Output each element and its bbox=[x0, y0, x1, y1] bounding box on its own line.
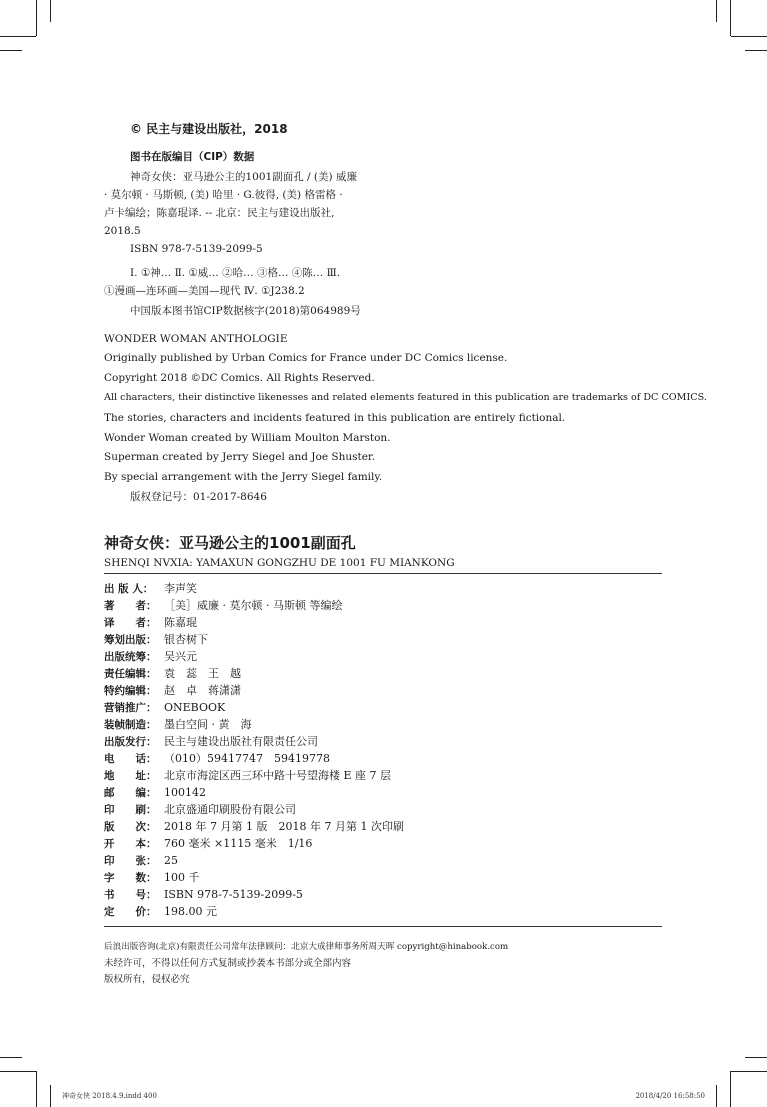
english-line: Superman created by Jerry Siegel and Joe Shuster. bbox=[104, 451, 376, 463]
credit-value: 100142 bbox=[164, 786, 206, 799]
credit-row bbox=[104, 616, 197, 630]
credit-row bbox=[104, 820, 404, 834]
credit-label: 出版统筹： bbox=[104, 651, 157, 663]
crop-mark bbox=[50, 0, 51, 22]
cip-line: · 莫尔顿 · 马斯顿, (美) 哈里 · G.彼得, (美) 格雷格 · bbox=[104, 189, 343, 201]
english-line: The stories, characters and incidents featured in this publication are entirely fictional. bbox=[104, 412, 566, 424]
credit-value: ISBN 978-7-5139-2099-5 bbox=[164, 888, 303, 901]
english-line: By special arrangement with the Jerry Siegel family. bbox=[104, 471, 383, 483]
credit-value: 北京市海淀区西三环中路十号望海楼 E 座 7 层 bbox=[164, 769, 392, 782]
credit-row bbox=[104, 905, 217, 919]
credit-row bbox=[104, 803, 296, 817]
cip-line: 神奇女侠：亚马逊公主的1001副面孔 / (美) 威廉 bbox=[130, 171, 357, 183]
credit-label: 开 本： bbox=[104, 838, 157, 850]
reproduction-notice: 未经许可，不得以任何方式复制或抄袭本书部分或全部内容 bbox=[104, 958, 352, 969]
credit-row bbox=[104, 837, 312, 851]
cip-heading: 图书在版编目（CIP）数据 bbox=[130, 151, 255, 163]
book-title-pinyin: SHENQI NVXIA: YAMAXUN GONGZHU DE 1001 FU MIANKONG bbox=[104, 557, 455, 569]
credit-row bbox=[104, 735, 318, 749]
copyright-heading: © 民主与建设出版社，2018 bbox=[130, 122, 288, 136]
credit-label: 地 址： bbox=[104, 770, 157, 782]
credit-value: 100 千 bbox=[164, 871, 200, 884]
credit-value: 袁 蕊 王 越 bbox=[164, 667, 241, 680]
divider bbox=[104, 573, 662, 574]
crop-mark bbox=[0, 1071, 36, 1072]
credit-row bbox=[104, 684, 241, 698]
crop-mark bbox=[730, 0, 731, 36]
credit-label: 字 数： bbox=[104, 872, 157, 884]
credit-label: 装帧制造： bbox=[104, 719, 157, 731]
cip-class-line: Ⅰ. ①神… Ⅱ. ①威… ②哈… ③格… ④陈… Ⅲ. bbox=[130, 267, 341, 279]
credit-label: 译 者： bbox=[104, 617, 157, 629]
credit-row bbox=[104, 786, 206, 800]
credit-label: 印 张： bbox=[104, 855, 157, 867]
credit-value: 25 bbox=[164, 854, 178, 867]
cip-class-line: ①漫画—连环画—美国—现代 Ⅳ. ①J238.2 bbox=[104, 285, 305, 297]
credit-row bbox=[104, 888, 303, 902]
credit-row bbox=[104, 718, 252, 732]
divider bbox=[104, 926, 662, 927]
cip-line: 卢卡编绘；陈嘉琨译. -- 北京：民主与建设出版社, bbox=[104, 207, 335, 219]
credit-label: 责任编辑： bbox=[104, 668, 157, 680]
english-line: Wonder Woman created by William Moulton Marston. bbox=[104, 432, 391, 444]
credit-row bbox=[104, 871, 200, 885]
credit-label: 特约编辑： bbox=[104, 685, 157, 697]
credit-value: 银杏树下 bbox=[164, 633, 208, 646]
book-title: 神奇女侠：亚马逊公主的1001副面孔 bbox=[104, 534, 356, 552]
credit-value: 李声笑 bbox=[164, 582, 197, 595]
crop-mark bbox=[716, 0, 717, 22]
crop-mark bbox=[0, 36, 36, 37]
legal-counsel-line: 后浪出版咨询(北京)有限责任公司常年法律顾问：北京大成律师事务所周天晖 copyright@hinabook.com bbox=[104, 942, 509, 952]
crop-mark bbox=[36, 0, 37, 36]
registration-number: 版权登记号：01-2017-8646 bbox=[130, 491, 267, 503]
crop-mark bbox=[716, 1085, 717, 1107]
cip-number: 中国版本图书馆CIP数据核字(2018)第064989号 bbox=[130, 305, 361, 317]
credit-value: 赵 卓 蒋潇潇 bbox=[164, 684, 241, 697]
crop-mark bbox=[731, 1071, 767, 1072]
rights-reserved: 版权所有，侵权必究 bbox=[104, 974, 190, 985]
credit-value: 198.00 元 bbox=[164, 905, 217, 918]
credit-row bbox=[104, 667, 241, 681]
credit-label: 著 者： bbox=[104, 600, 157, 612]
credit-label: 营销推广： bbox=[104, 702, 157, 714]
credit-row bbox=[104, 701, 225, 715]
crop-mark bbox=[745, 1057, 767, 1058]
credit-row bbox=[104, 582, 197, 596]
english-line: WONDER WOMAN ANTHOLOGIE bbox=[104, 333, 288, 345]
crop-mark bbox=[0, 1057, 22, 1058]
credit-label: 书 号： bbox=[104, 889, 157, 901]
cip-isbn: ISBN 978-7-5139-2099-5 bbox=[130, 243, 263, 255]
credit-value: （010）59417747 59419778 bbox=[164, 752, 330, 765]
credit-label: 出版发行： bbox=[104, 736, 157, 748]
credit-value: ［美］威廉 · 莫尔顿 · 马斯顿 等编绘 bbox=[164, 599, 343, 612]
credit-value: ONEBOOK bbox=[164, 701, 226, 714]
english-line: All characters, their distinctive likenesses and related elements featured in this publication are trademarks of DC COMICS. bbox=[104, 392, 707, 403]
credit-label: 定 价： bbox=[104, 906, 157, 918]
crop-mark bbox=[0, 50, 22, 51]
credit-value: 陈嘉琨 bbox=[164, 616, 197, 629]
crop-mark bbox=[745, 50, 767, 51]
credit-label: 邮 编： bbox=[104, 787, 157, 799]
credit-value: 760 毫米 ×1115 毫米 1/16 bbox=[164, 837, 313, 850]
credit-label: 出 版 人： bbox=[104, 583, 154, 595]
credit-row bbox=[104, 650, 197, 664]
crop-mark bbox=[36, 1071, 37, 1107]
credit-label: 印 刷： bbox=[104, 804, 157, 816]
credit-label: 筹划出版： bbox=[104, 634, 157, 646]
credit-value: 墨白空间 · 黄 海 bbox=[164, 718, 252, 731]
credit-value: 北京盛通印刷股份有限公司 bbox=[164, 803, 296, 816]
credit-row bbox=[104, 599, 342, 613]
credit-value: 民主与建设出版社有限责任公司 bbox=[164, 735, 318, 748]
credit-row bbox=[104, 769, 391, 783]
timestamp-slug: 2018/4/20 16:58:50 bbox=[635, 1092, 705, 1100]
credit-label: 电 话： bbox=[104, 753, 157, 765]
credit-value: 吴兴元 bbox=[164, 650, 197, 663]
english-line: Originally published by Urban Comics for France under DC Comics license. bbox=[104, 352, 508, 364]
file-slug: 神奇女侠 2018.4.9.indd 400 bbox=[62, 1092, 157, 1100]
english-line: Copyright 2018 ©DC Comics. All Rights Reserved. bbox=[104, 372, 375, 384]
credit-row bbox=[104, 752, 330, 766]
credit-row bbox=[104, 854, 178, 868]
credit-row bbox=[104, 633, 208, 647]
credit-value: 2018 年 7 月第 1 版 2018 年 7 月第 1 次印刷 bbox=[164, 820, 404, 833]
cip-line: 2018.5 bbox=[104, 225, 141, 237]
crop-mark bbox=[50, 1085, 51, 1107]
credit-label: 版 次： bbox=[104, 821, 157, 833]
crop-mark bbox=[731, 36, 767, 37]
crop-mark bbox=[730, 1071, 731, 1107]
